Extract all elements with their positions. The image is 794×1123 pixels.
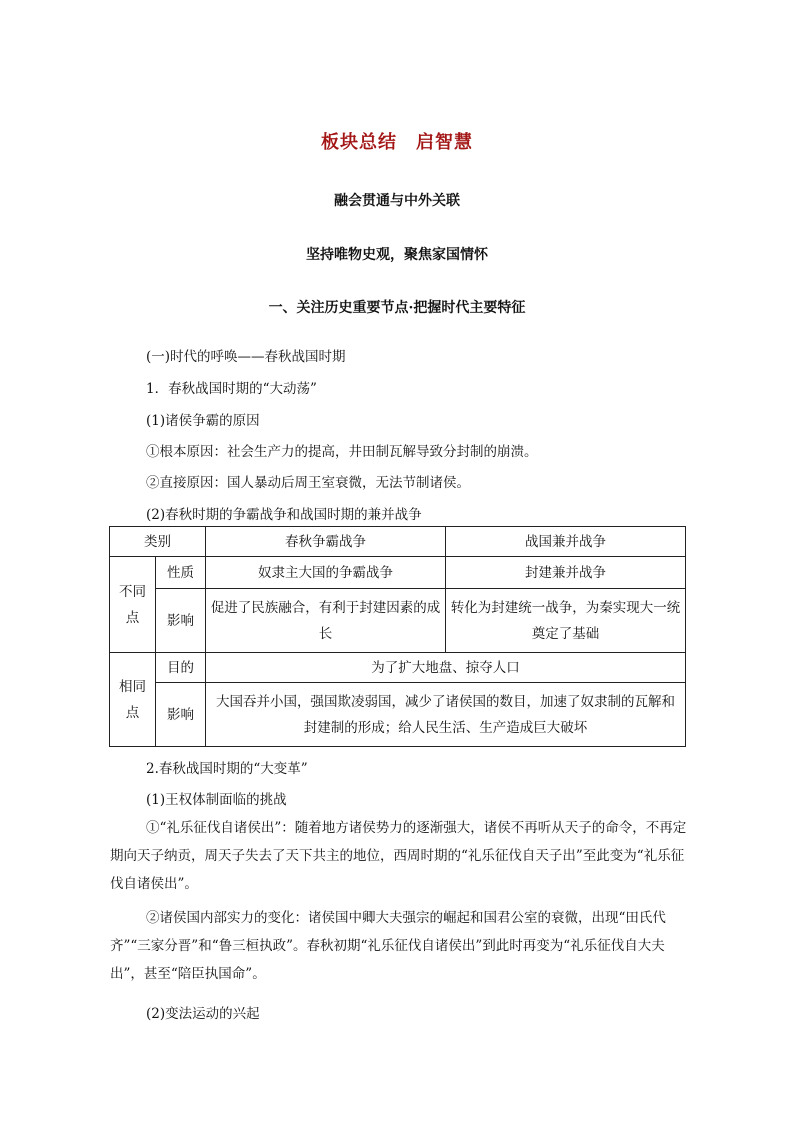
table-row — [110, 653, 686, 683]
table-header-category: 类别 — [110, 527, 206, 557]
paragraph-text: ①“礼乐征伐自诸侯出”：随着地方诸侯势力的逐渐强大，诸侯不再听从天子的命令，不再定期向天子纳贡，周天子失去了天下共主的地位，西周时期的“礼乐征伐自天子出”至此变为“礼乐征伐自诸侯出”。 — [110, 820, 687, 892]
heading-reform-movement: (2)变法运动的兴起 — [146, 1006, 260, 1022]
paragraph-rites-1 — [110, 814, 688, 898]
cell-nature-zhanguo: 封建兼并战争 — [446, 557, 686, 589]
paragraph-rites-2 — [110, 904, 688, 988]
paragraph-text: ②诸侯国内部实力的变化：诸侯国中卿大夫强宗的崛起和国君公室的衰微，出现“田氏代齐”“三家分晋”和“鲁三桓执政”。春秋初期“礼乐征伐自诸侯出”到此时再变为“礼乐征伐自大夫出”，甚至“陪臣执国命”。 — [110, 910, 666, 982]
cell-nature-chunqiu: 奴隶主大国的争霸战争 — [206, 557, 446, 589]
section-subtitle-2: 坚持唯物史观，聚焦家国情怀 — [306, 247, 488, 263]
heading-era: (一)时代的呼唤——春秋战国时期 — [146, 349, 346, 365]
section-heading: 一、关注历史重要节点·把握时代主要特征 — [268, 300, 526, 316]
heading-causes: (1)诸侯争霸的原因 — [146, 413, 260, 429]
row-label-same: 相同点 — [110, 653, 156, 747]
row-label-same-impact: 影响 — [156, 683, 206, 747]
text-root-cause: ①根本原因：社会生产力的提高，井田制瓦解导致分封制的崩溃。 — [146, 444, 538, 460]
table-row — [110, 557, 686, 589]
heading-challenge: (1)王权体制面临的挑战 — [146, 792, 287, 808]
table-header-zhanguo: 战国兼并战争 — [446, 527, 686, 557]
cell-impact-chunqiu: 促进了民族融合，有利于封建因素的成长 — [206, 589, 446, 653]
cell-impact-zhanguo: 转化为封建统一战争，为秦实现大一统奠定了基础 — [446, 589, 686, 653]
heading-turmoil: 1．春秋战国时期的“大动荡” — [146, 381, 317, 397]
text-direct-cause: ②直接原因：国人暴动后周王室衰微，无法节制诸侯。 — [146, 475, 470, 491]
table-row — [110, 589, 686, 653]
table-header-chunqiu: 春秋争霸战争 — [206, 527, 446, 557]
table-row — [110, 683, 686, 747]
heading-wars: (2)春秋时期的争霸战争和战国时期的兼并战争 — [146, 507, 422, 523]
cell-purpose: 为了扩大地盘、掠夺人口 — [206, 653, 686, 683]
row-label-nature: 性质 — [156, 557, 206, 589]
comparison-table — [109, 526, 686, 747]
row-label-different: 不同点 — [110, 557, 156, 653]
row-label-purpose: 目的 — [156, 653, 206, 683]
heading-reform: 2.春秋战国时期的“大变革” — [146, 761, 308, 777]
table-row — [110, 527, 686, 557]
row-label-impact: 影响 — [156, 589, 206, 653]
cell-same-impact: 大国吞并小国，强国欺凌弱国，减少了诸侯国的数目，加速了奴隶制的瓦解和封建制的形成；给人民生活、生产造成巨大破坏 — [206, 683, 686, 747]
page-title: 板块总结 启智慧 — [321, 132, 473, 153]
section-subtitle: 融会贯通与中外关联 — [334, 193, 460, 209]
